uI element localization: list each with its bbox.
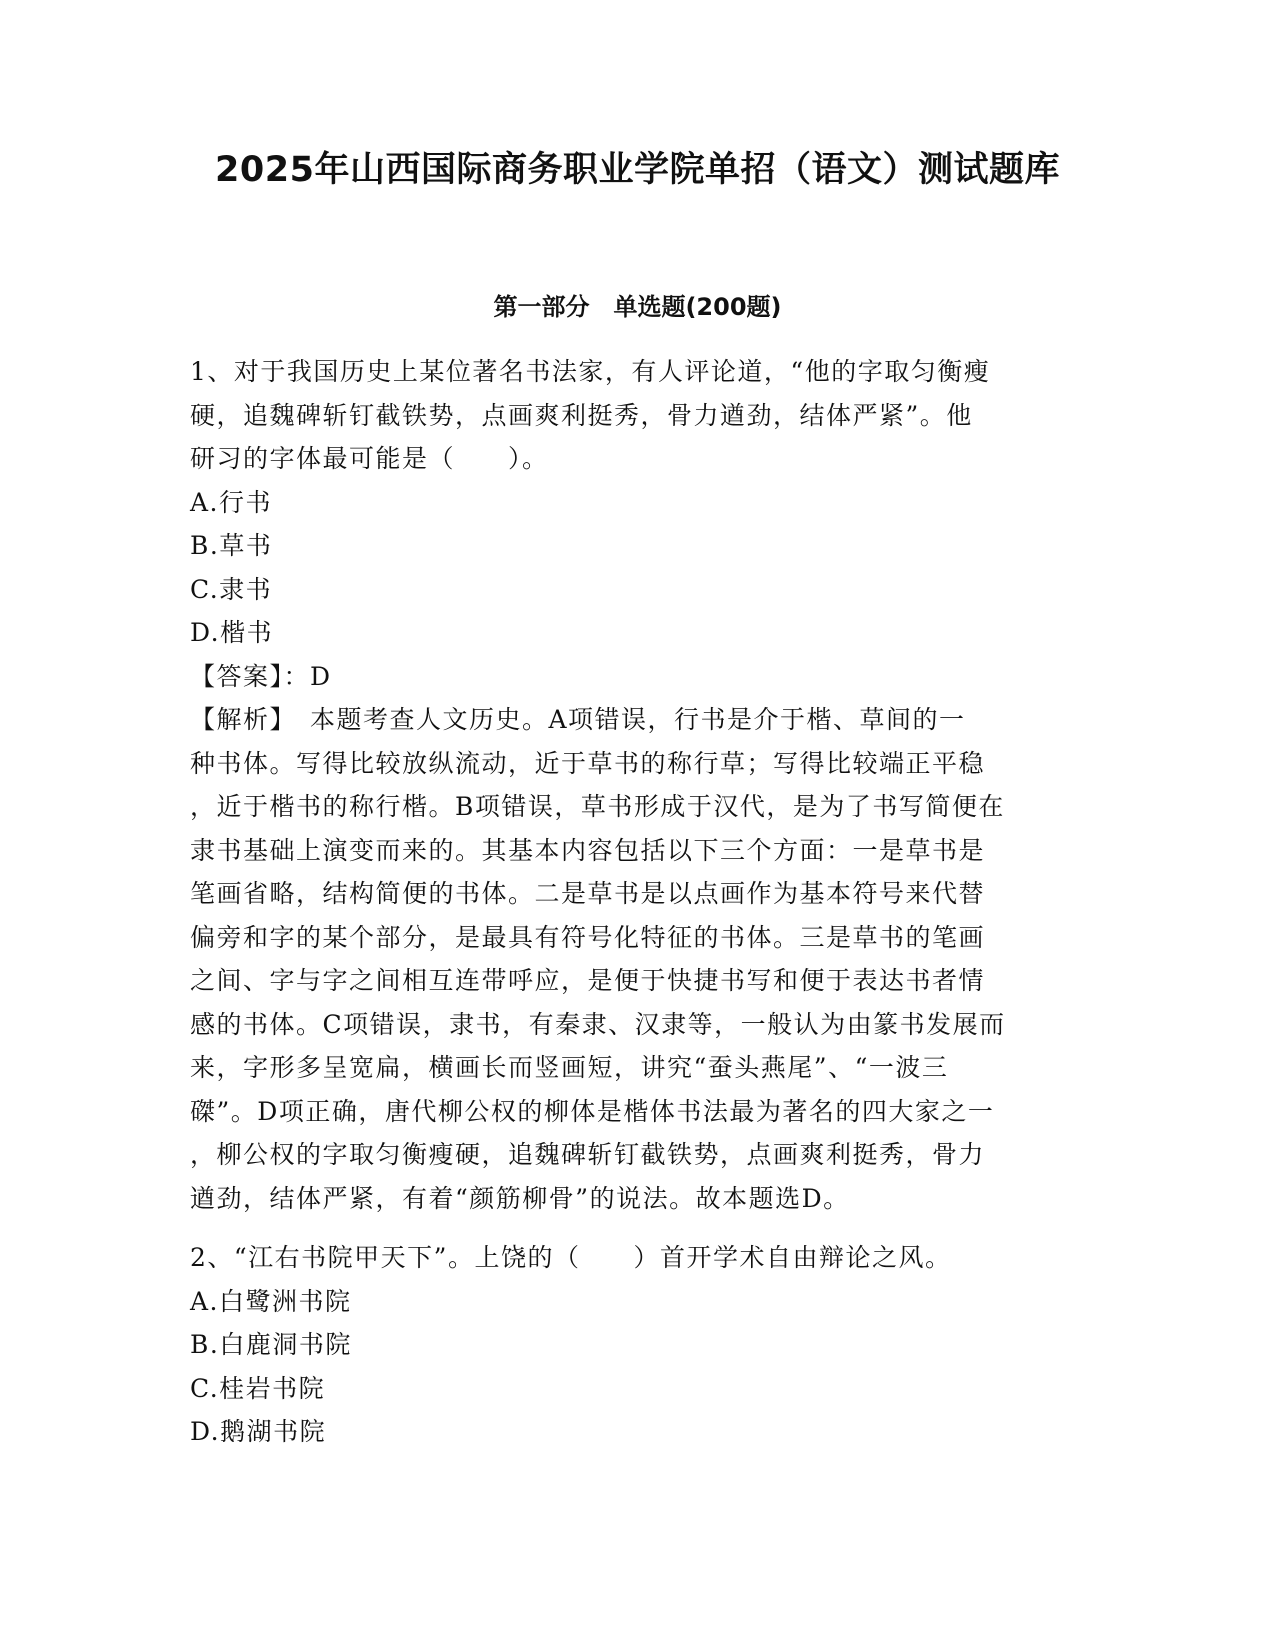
question-1 (190, 350, 1085, 1220)
question-stem-line: 1、对于我国历史上某位著名书法家，有人评论道，“他的字取匀衡瘦 (190, 357, 991, 386)
option-d: D.鹅湖书院 (190, 1417, 327, 1446)
answer-line: 【答案】：D (190, 661, 332, 691)
question-list (190, 350, 1085, 1454)
document-title: 2025年山西国际商务职业学院单招（语文）测试题库 (215, 150, 1060, 190)
question-stem-line: 研习的字体最可能是（ ）。 (190, 444, 549, 473)
option-d: D.楷书 (190, 618, 274, 647)
option-b: B.草书 (190, 531, 273, 560)
analysis-line: 感的书体。C项错误，隶书，有秦隶、汉隶等，一般认为由篆书发展而 (190, 1009, 1006, 1039)
question-stem-line: 硬，追魏碑斩钉截铁势，点画爽利挺秀，骨力遒劲，结体严紧”。他 (190, 400, 973, 430)
option-a: A.行书 (190, 487, 273, 517)
analysis-line: 笔画省略，结构简便的书体。二是草书是以点画作为基本符号来代替 (190, 879, 986, 908)
analysis-line: 种书体。写得比较放纵流动，近于草书的称行草；写得比较端正平稳 (190, 748, 986, 778)
analysis-line: 【解析】 本题考查人文历史。A项错误，行书是介于楷、草间的一 (190, 705, 966, 734)
option-a: A.白鹭洲书院 (190, 1286, 352, 1316)
analysis-line: 之间、字与字之间相互连带呼应，是便于快捷书写和便于表达书者情 (190, 966, 986, 995)
option-b: B.白鹿洞书院 (190, 1330, 352, 1359)
section-heading: 第一部分 单选题(200题) (493, 293, 782, 321)
question-stem-line: 2、“江右书院甲天下”。上饶的（ ）首开学术自由辩论之风。 (190, 1243, 952, 1272)
analysis-line: ，近于楷书的称行楷。B项错误，草书形成于汉代，是为了书写简便在 (190, 792, 1005, 821)
analysis-line: ，柳公权的字取匀衡瘦硬，追魏碑斩钉截铁势，点画爽利挺秀，骨力 (190, 1140, 986, 1169)
question-2 (190, 1236, 1085, 1454)
analysis-line: 磔”。D项正确，唐代柳公权的柳体是楷体书法最为著名的四大家之一 (190, 1096, 995, 1126)
analysis-line: 偏旁和字的某个部分，是最具有符号化特征的书体。三是草书的笔画 (190, 922, 986, 952)
option-c: C.桂岩书院 (190, 1373, 326, 1403)
analysis-line: 遒劲，结体严紧，有着“颜筋柳骨”的说法。故本题选D。 (190, 1183, 850, 1213)
option-c: C.隶书 (190, 574, 273, 604)
analysis-line: 来，字形多呈宽扁，横画长而竖画短，讲究“蚕头燕尾”、“一波三 (190, 1053, 949, 1082)
analysis-line: 隶书基础上演变而来的。其基本内容包括以下三个方面：一是草书是 (190, 835, 986, 865)
question-spacer (190, 1220, 1085, 1236)
